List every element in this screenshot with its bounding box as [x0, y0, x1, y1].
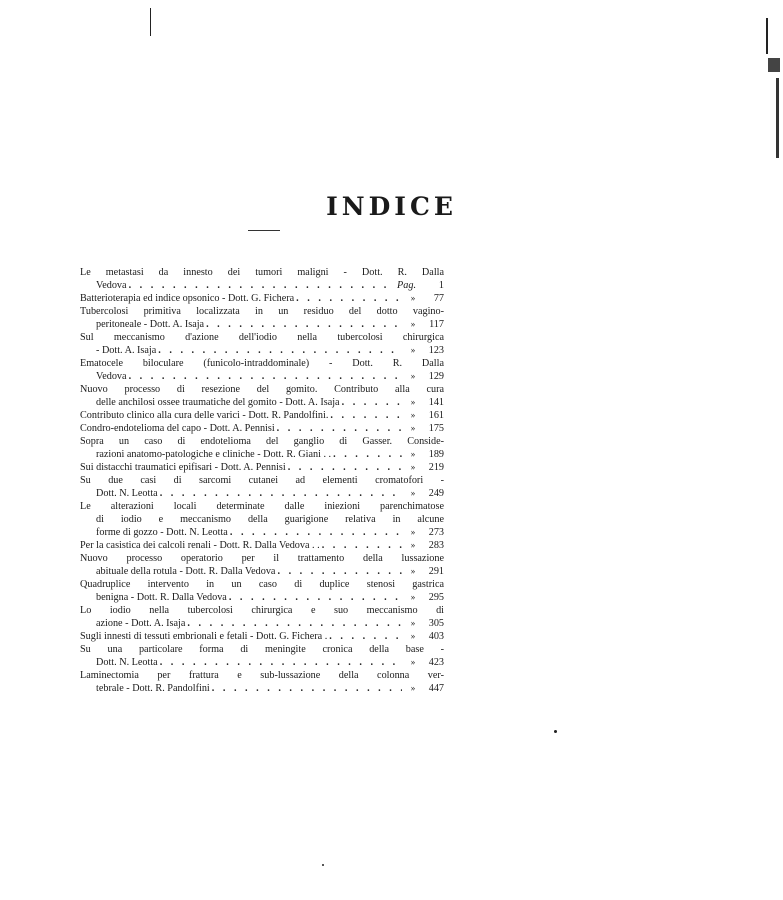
toc-entry-line: [80, 526, 444, 539]
dot-leader: [230, 526, 402, 539]
page-marker: »: [410, 618, 416, 628]
toc-entry: [80, 461, 444, 474]
toc-entry-line: [80, 487, 444, 500]
page-marker: Pag.: [397, 280, 416, 291]
toc-entry: [80, 357, 444, 383]
toc-entry-line: [80, 604, 444, 617]
page-number: 249: [428, 488, 444, 499]
entry-text: Dott. N. Leotta: [96, 657, 158, 668]
page-number: 175: [428, 423, 444, 434]
entry-text: peritoneale - Dott. A. Isaja: [96, 319, 205, 330]
page-marker: »: [410, 488, 416, 498]
toc-entry: [80, 669, 444, 695]
entry-text: - Dott. A. Isaja: [96, 345, 157, 356]
entry-text: Su due casi di sarcomi cutanei ad elementi cromatofori -: [80, 475, 444, 486]
page-marker: »: [410, 540, 416, 550]
toc-entry-line: [80, 539, 444, 552]
entry-text: Sul meccanismo d'azione dell'iodio nella tubercolosi chirurgica: [80, 332, 444, 343]
entry-text: Le metastasi da innesto dei tumori maligni - Dott. R. Dalla: [80, 267, 444, 278]
scan-edge-mark: [766, 18, 768, 54]
toc-entry-line: [80, 331, 444, 344]
toc-entry-line: [80, 448, 444, 461]
toc-entry-line: [80, 396, 444, 409]
page-number: 117: [429, 319, 444, 330]
dot-leader: [333, 448, 402, 461]
toc-entry-line: [80, 669, 444, 682]
entry-text: Lo iodio nella tubercolosi chirurgica e suo meccanismo di: [80, 605, 444, 616]
toc-entry-line: [80, 474, 444, 487]
page-marker: »: [410, 462, 416, 472]
page-marker: »: [410, 657, 416, 667]
entry-text: Sugli innesti di tessuti embrionali e fetali - Dott. G. Fichera .: [80, 631, 328, 642]
dot-leader: [277, 565, 402, 578]
page-number: 141: [428, 397, 444, 408]
speck-dot: [554, 730, 557, 733]
page-marker: »: [410, 423, 416, 433]
dot-leader: [229, 591, 402, 604]
dot-leader: [342, 396, 402, 409]
page-number: 423: [428, 657, 444, 668]
scan-edge-mark: [776, 78, 779, 158]
page-marker: »: [410, 397, 416, 407]
page-number: 273: [428, 527, 444, 538]
page-number: 161: [428, 410, 444, 421]
page-marker: »: [410, 527, 416, 537]
entry-text: Tubercolosi primitiva localizzata in un residuo del dotto vagino-: [80, 306, 444, 317]
entry-text: Vedova: [96, 280, 127, 291]
toc-entry-line: [80, 370, 444, 383]
title-rule: [248, 230, 280, 231]
dot-leader: [330, 409, 402, 422]
page-marker: »: [410, 410, 416, 420]
entry-text: Su una particolare forma di meningite cronica della base -: [80, 644, 444, 655]
page-number: 283: [428, 540, 444, 551]
toc-entry: [80, 643, 444, 669]
page-marker: »: [410, 566, 416, 576]
entry-text: forme di gozzo - Dott. N. Leotta: [96, 527, 228, 538]
entry-text: Nuovo processo di resezione del gomito. Contributo alla cura: [80, 384, 444, 395]
entry-text: Contributo clinico alla cura delle varici - Dott. R. Pandolfini.: [80, 410, 329, 421]
toc-entry: [80, 305, 444, 331]
page-number: 291: [428, 566, 444, 577]
toc-entry-line: [80, 409, 444, 422]
entry-text: tebrale - Dott. R. Pandolfini: [96, 683, 210, 694]
entry-text: Le alterazioni locali determinate dalle iniezioni parenchimatose: [80, 501, 444, 512]
toc-entry-line: [80, 292, 444, 305]
page-number: 447: [428, 683, 444, 694]
page-marker: »: [410, 319, 416, 329]
page-number: 129: [428, 371, 444, 382]
toc-entry-line: [80, 318, 444, 331]
dot-leader: [212, 682, 402, 695]
entry-text: Laminectomia per frattura e sub-lussazione della colonna ver-: [80, 670, 444, 681]
index-title: INDICE: [326, 192, 457, 221]
entry-text: Per la casistica dei calcoli renali - Dott. R. Dalla Vedova . .: [80, 540, 320, 551]
page-number: 219: [428, 462, 444, 473]
toc-entry-line: [80, 305, 444, 318]
page-number: 403: [428, 631, 444, 642]
page-marker: »: [410, 592, 416, 602]
toc-entry: [80, 604, 444, 630]
dot-leader: [187, 617, 402, 630]
page-marker: »: [410, 371, 416, 381]
toc-entry: [80, 435, 444, 461]
toc-entry-line: [80, 552, 444, 565]
toc-entry-line: [80, 578, 444, 591]
dot-leader: [288, 461, 402, 474]
scan-edge-mark: [150, 8, 151, 36]
toc-entry: [80, 500, 444, 539]
speck-dot: [322, 864, 324, 866]
entry-text: azione - Dott. A. Isaja: [96, 618, 186, 629]
toc-entry-line: [80, 500, 444, 513]
toc-entry-line: [80, 344, 444, 357]
entry-text: Sui distacchi traumatici epifisari - Dott. A. Pennisi: [80, 462, 286, 473]
table-of-contents: [80, 266, 444, 695]
dot-leader: [129, 370, 402, 383]
toc-entry-line: [80, 461, 444, 474]
dot-leader: [158, 344, 402, 357]
page-number: 305: [428, 618, 444, 629]
toc-entry: [80, 422, 444, 435]
dot-leader: [129, 279, 395, 292]
toc-entry-line: [80, 656, 444, 669]
entry-text: Quadruplice intervento in un caso di duplice stenosi gastrica: [80, 579, 444, 590]
toc-entry-line: [80, 591, 444, 604]
entry-text: razioni anatomo-patologiche e cliniche - Dott. R. Giani . .: [96, 449, 332, 460]
entry-text: benigna - Dott. R. Dalla Vedova: [96, 592, 227, 603]
toc-entry-line: [80, 630, 444, 643]
page-marker: »: [410, 449, 416, 459]
toc-entry-line: [80, 513, 444, 526]
toc-entry: [80, 474, 444, 500]
toc-entry-line: [80, 565, 444, 578]
page-number: 189: [428, 449, 444, 460]
page-number: 295: [428, 592, 444, 603]
entry-text: Batterioterapia ed indice opsonico - Dott. G. Fichera: [80, 293, 295, 304]
dot-leader: [160, 656, 402, 669]
entry-text: Dott. N. Leotta: [96, 488, 158, 499]
toc-entry-line: [80, 279, 444, 292]
toc-entry-line: [80, 383, 444, 396]
toc-entry: [80, 266, 444, 292]
entry-text: Sopra un caso di endotelioma del ganglio di Gasser. Conside-: [80, 436, 444, 447]
toc-entry: [80, 539, 444, 552]
entry-text: Ematocele biloculare (funicolo-intraddominale) - Dott. R. Dalla: [80, 358, 444, 369]
dot-leader: [329, 630, 402, 643]
toc-entry-line: [80, 266, 444, 279]
toc-entry-line: [80, 435, 444, 448]
page-number: 123: [428, 345, 444, 356]
dot-leader: [206, 318, 402, 331]
scan-edge-mark: [768, 58, 780, 72]
dot-leader: [296, 292, 402, 305]
entry-text: delle anchilosi ossee traumatiche del gomito - Dott. A. Isaja: [96, 397, 340, 408]
page-marker: »: [410, 293, 416, 303]
toc-entry-line: [80, 617, 444, 630]
toc-entry: [80, 578, 444, 604]
page-marker: »: [410, 683, 416, 693]
page-marker: »: [410, 631, 416, 641]
toc-entry-line: [80, 643, 444, 656]
entry-text: Nuovo processo operatorio per il trattamento della lussazione: [80, 553, 444, 564]
page-number: 77: [433, 293, 444, 304]
toc-entry: [80, 383, 444, 409]
entry-text: abituale della rotula - Dott. R. Dalla Vedova: [96, 566, 276, 577]
dot-leader: [277, 422, 402, 435]
entry-text: Vedova: [96, 371, 127, 382]
dot-leader: [160, 487, 402, 500]
toc-entry-line: [80, 357, 444, 370]
toc-entry: [80, 331, 444, 357]
toc-entry-line: [80, 422, 444, 435]
toc-entry: [80, 630, 444, 643]
toc-entry: [80, 409, 444, 422]
toc-entry: [80, 552, 444, 578]
toc-entry: [80, 292, 444, 305]
toc-entry-line: [80, 682, 444, 695]
entry-text: Condro-endotelioma del capo - Dott. A. Pennisi: [80, 423, 275, 434]
entry-text: di iodio e meccanismo della guarigione relativa in alcune: [96, 514, 444, 525]
page-number: 1: [438, 280, 444, 291]
page-marker: »: [410, 345, 416, 355]
dot-leader: [322, 539, 402, 552]
